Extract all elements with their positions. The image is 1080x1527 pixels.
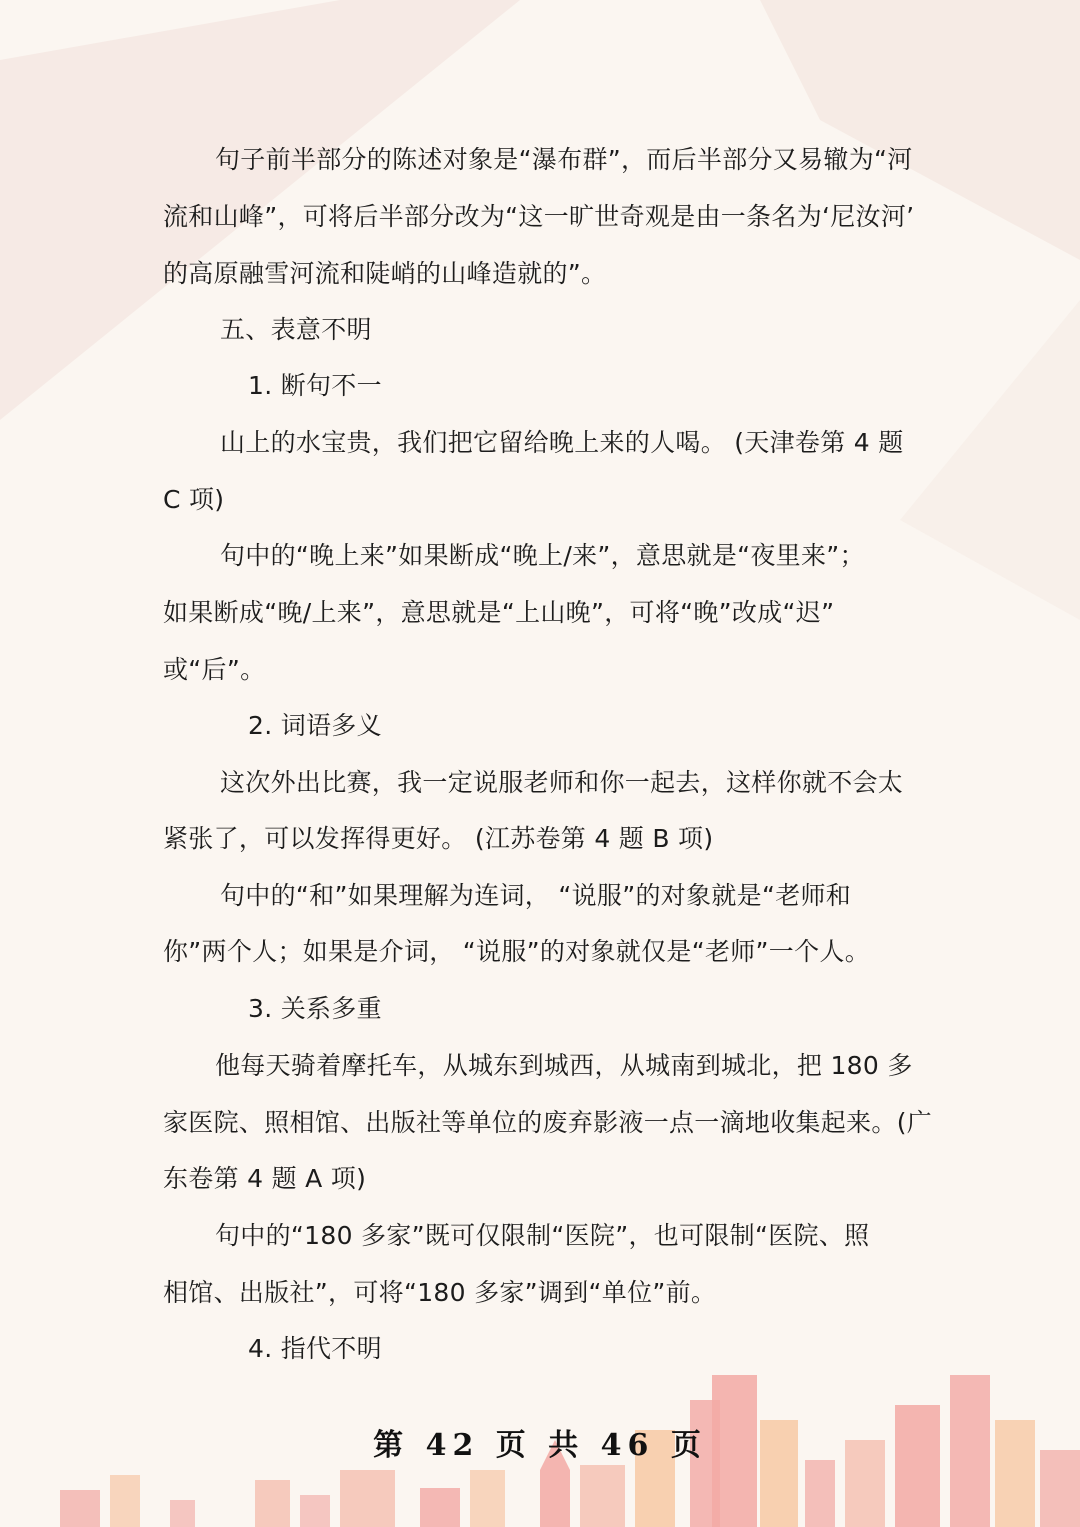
example-sentence: 这次外出比赛，我一定说服老师和你一起去，这样你就不会太 bbox=[220, 768, 904, 797]
subsection-heading: 1. 断句不一 bbox=[248, 371, 382, 400]
example-sentence: 东卷第 4 题 A 项) bbox=[163, 1164, 367, 1193]
paragraph-line: 如果断成“晚/上来”，意思就是“上山晚”，可将“晚”改成“迟” bbox=[163, 598, 835, 627]
subsection-heading: 3. 关系多重 bbox=[248, 994, 382, 1023]
subsection-heading: 2. 词语多义 bbox=[248, 711, 382, 740]
page-number-footer: 第 42 页 共 46 页 bbox=[373, 1428, 707, 1463]
section-heading: 五、表意不明 bbox=[220, 315, 372, 344]
paragraph-line: 句中的“和”如果理解为连词， “说服”的对象就是“老师和 bbox=[220, 881, 852, 910]
example-sentence: 家医院、照相馆、出版社等单位的废弃影液一点一滴地收集起来。(广 bbox=[163, 1108, 933, 1137]
example-sentence: C 项) bbox=[163, 485, 225, 514]
subsection-heading: 4. 指代不明 bbox=[248, 1334, 382, 1363]
paragraph-line: 相馆、出版社”，可将“180 多家”调到“单位”前。 bbox=[163, 1278, 717, 1307]
paragraph-line: 流和山峰”，可将后半部分改为“这一旷世奇观是由一条名为‘尼汝河’ bbox=[163, 202, 915, 231]
example-sentence: 他每天骑着摩托车，从城东到城西，从城南到城北，把 180 多 bbox=[215, 1051, 913, 1080]
paragraph-line: 句子前半部分的陈述对象是“瀑布群”，而后半部分又易辙为“河 bbox=[215, 145, 913, 174]
paragraph-line: 或“后”。 bbox=[163, 655, 266, 684]
paragraph-line: 你”两个人；如果是介词， “说服”的对象就仅是“老师”一个人。 bbox=[163, 937, 871, 966]
paragraph-line: 句中的“晚上来”如果断成“晚上/来”，意思就是“夜里来”； bbox=[220, 541, 865, 570]
paragraph-line: 的高原融雪河流和陡峭的山峰造就的”。 bbox=[163, 259, 607, 288]
example-sentence: 紧张了，可以发挥得更好。 (江苏卷第 4 题 B 项) bbox=[163, 824, 714, 853]
paragraph-line: 句中的“180 多家”既可仅限制“医院”，也可限制“医院、照 bbox=[215, 1221, 870, 1250]
example-sentence: 山上的水宝贵，我们把它留给晚上来的人喝。 (天津卷第 4 题 bbox=[220, 428, 904, 457]
